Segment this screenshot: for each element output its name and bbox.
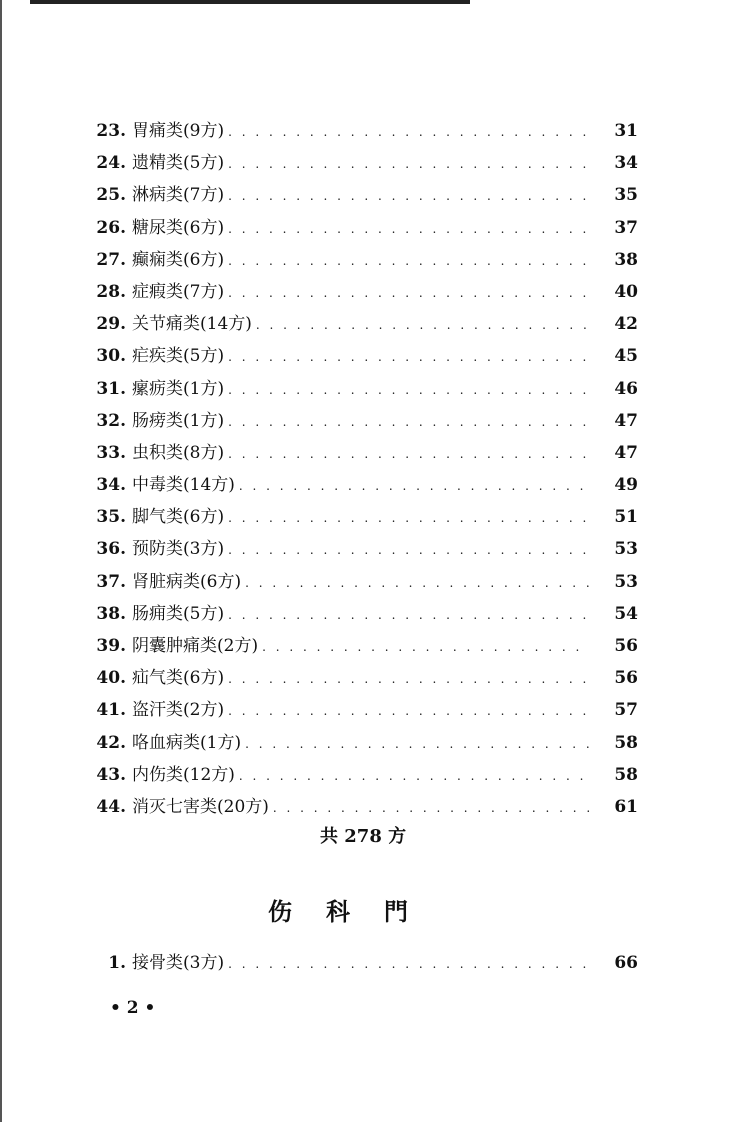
- scan-edge-left: [0, 0, 2, 1122]
- dot-leader: [228, 672, 590, 686]
- entry-number: 36.: [96, 539, 126, 560]
- entry-number: 37.: [96, 571, 126, 592]
- dot-leader: [228, 447, 590, 461]
- entry-page: 57: [614, 700, 638, 721]
- dot-leader: [228, 957, 590, 971]
- entry-number: 24.: [96, 153, 126, 174]
- dot-leader: [228, 350, 590, 364]
- toc-entry[interactable]: [78, 116, 638, 148]
- entry-number: 32.: [96, 410, 126, 431]
- entry-page: 53: [614, 539, 638, 560]
- entry-page: 40: [614, 281, 638, 302]
- toc-entry[interactable]: [78, 663, 638, 695]
- toc-entry[interactable]: [78, 374, 638, 406]
- toc-entry[interactable]: [78, 760, 638, 792]
- dot-leader: [228, 511, 590, 525]
- entry-page: 38: [614, 249, 638, 270]
- entry-number: 34.: [96, 475, 126, 496]
- entry-page: 58: [614, 732, 638, 753]
- dot-leader: [239, 479, 590, 493]
- dot-leader: [228, 383, 590, 397]
- entry-title: 肾脏病类(6方): [132, 571, 242, 592]
- entry-title: 内伤类(12方): [132, 764, 235, 785]
- entry-title: 消灭七害类(20方): [132, 796, 269, 817]
- entry-number: 28.: [96, 281, 126, 302]
- entry-page: 46: [614, 378, 638, 399]
- entry-title: 预防类(3方): [132, 539, 225, 560]
- scan-edge-top: [30, 0, 470, 4]
- entry-number: 42.: [96, 732, 126, 753]
- entry-title: 中毒类(14方): [132, 475, 235, 496]
- entry-title: 胃痛类(9方): [132, 121, 225, 141]
- entry-page: 49: [614, 475, 638, 496]
- toc-entry[interactable]: [78, 792, 638, 824]
- total-count: 共 278 方: [320, 826, 407, 847]
- entry-number: 44.: [96, 796, 126, 817]
- entry-title: 关节痛类(14方): [132, 314, 252, 335]
- dot-leader: [228, 415, 590, 429]
- entry-number: 41.: [96, 700, 126, 721]
- dot-leader: [256, 318, 590, 332]
- entry-number: 39.: [96, 636, 126, 656]
- entry-title: 遗精类(5方): [132, 153, 225, 174]
- entry-page: 61: [614, 796, 638, 817]
- toc-entry[interactable]: [78, 567, 638, 599]
- dot-leader: [245, 737, 590, 751]
- entry-number: 38.: [96, 603, 126, 624]
- dot-leader: [228, 704, 590, 718]
- entry-title: 瘰疬类(1方): [132, 378, 225, 399]
- table-of-contents: [78, 116, 638, 824]
- section-contents: [78, 948, 638, 980]
- entry-number: 35.: [96, 507, 126, 528]
- toc-entry[interactable]: [78, 948, 638, 980]
- entry-title: 肠痈类(5方): [132, 603, 225, 624]
- entry-title: 阴囊肿痛类(2方): [132, 636, 259, 656]
- dot-leader: [239, 769, 590, 783]
- section-title: 伤科門: [268, 897, 442, 926]
- entry-number: 29.: [96, 314, 126, 335]
- entry-title: 虫积类(8方): [132, 442, 225, 463]
- dot-leader: [228, 125, 590, 139]
- entry-page: 53: [614, 571, 638, 592]
- entry-page: 56: [614, 636, 638, 656]
- entry-number: 27.: [96, 249, 126, 270]
- entry-number: 43.: [96, 764, 126, 785]
- entry-page: 54: [614, 603, 638, 624]
- entry-title: 疟疾类(5方): [132, 346, 225, 367]
- toc-entry[interactable]: [78, 728, 638, 760]
- entry-number: 23.: [96, 121, 126, 141]
- entry-title: 盗汗类(2方): [132, 700, 225, 721]
- entry-title: 症瘕类(7方): [132, 281, 225, 302]
- dot-leader: [228, 543, 590, 557]
- toc-entry[interactable]: [78, 180, 638, 212]
- entry-page: 58: [614, 764, 638, 785]
- dot-leader: [228, 189, 590, 203]
- entry-page: 45: [614, 346, 638, 367]
- entry-number: 30.: [96, 346, 126, 367]
- toc-entry[interactable]: [78, 148, 638, 180]
- entry-page: 47: [614, 410, 638, 431]
- toc-entry[interactable]: [78, 341, 638, 373]
- entry-number: 26.: [96, 217, 126, 238]
- entry-page: 34: [614, 153, 638, 174]
- toc-entry[interactable]: [78, 470, 638, 502]
- dot-leader: [262, 640, 590, 654]
- entry-number: 25.: [96, 185, 126, 206]
- toc-entry[interactable]: [78, 309, 638, 341]
- entry-page: 35: [614, 185, 638, 206]
- toc-entry[interactable]: [78, 277, 638, 309]
- entry-page: 66: [614, 953, 638, 973]
- toc-entry[interactable]: [78, 534, 638, 566]
- entry-page: 31: [614, 121, 638, 141]
- entry-number: 1.: [108, 953, 126, 973]
- dot-leader: [228, 286, 590, 300]
- toc-entry[interactable]: [78, 213, 638, 245]
- entry-title: 咯血病类(1方): [132, 732, 242, 753]
- dot-leader: [228, 254, 590, 268]
- entry-page: 51: [614, 507, 638, 528]
- page-number: • 2 •: [110, 998, 156, 1018]
- entry-title: 淋病类(7方): [132, 185, 225, 206]
- entry-page: 56: [614, 668, 638, 689]
- entry-number: 40.: [96, 668, 126, 689]
- toc-entry[interactable]: [78, 695, 638, 727]
- dot-leader: [273, 801, 590, 815]
- entry-title: 接骨类(3方): [132, 953, 225, 973]
- dot-leader: [228, 608, 590, 622]
- dot-leader: [228, 157, 590, 171]
- entry-title: 癫痫类(6方): [132, 249, 225, 270]
- toc-entry[interactable]: [78, 406, 638, 438]
- toc-entry[interactable]: [78, 245, 638, 277]
- entry-page: 37: [614, 217, 638, 238]
- toc-entry[interactable]: [78, 502, 638, 534]
- dot-leader: [245, 576, 590, 590]
- toc-entry[interactable]: [78, 438, 638, 470]
- entry-number: 31.: [96, 378, 126, 399]
- entry-title: 疝气类(6方): [132, 668, 225, 689]
- entry-title: 脚气类(6方): [132, 507, 225, 528]
- entry-title: 肠痨类(1方): [132, 410, 225, 431]
- toc-entry[interactable]: [78, 599, 638, 631]
- entry-page: 42: [614, 314, 638, 335]
- entry-title: 糖尿类(6方): [132, 217, 225, 238]
- dot-leader: [228, 222, 590, 236]
- entry-page: 47: [614, 442, 638, 463]
- toc-entry[interactable]: [78, 631, 638, 663]
- entry-number: 33.: [96, 442, 126, 463]
